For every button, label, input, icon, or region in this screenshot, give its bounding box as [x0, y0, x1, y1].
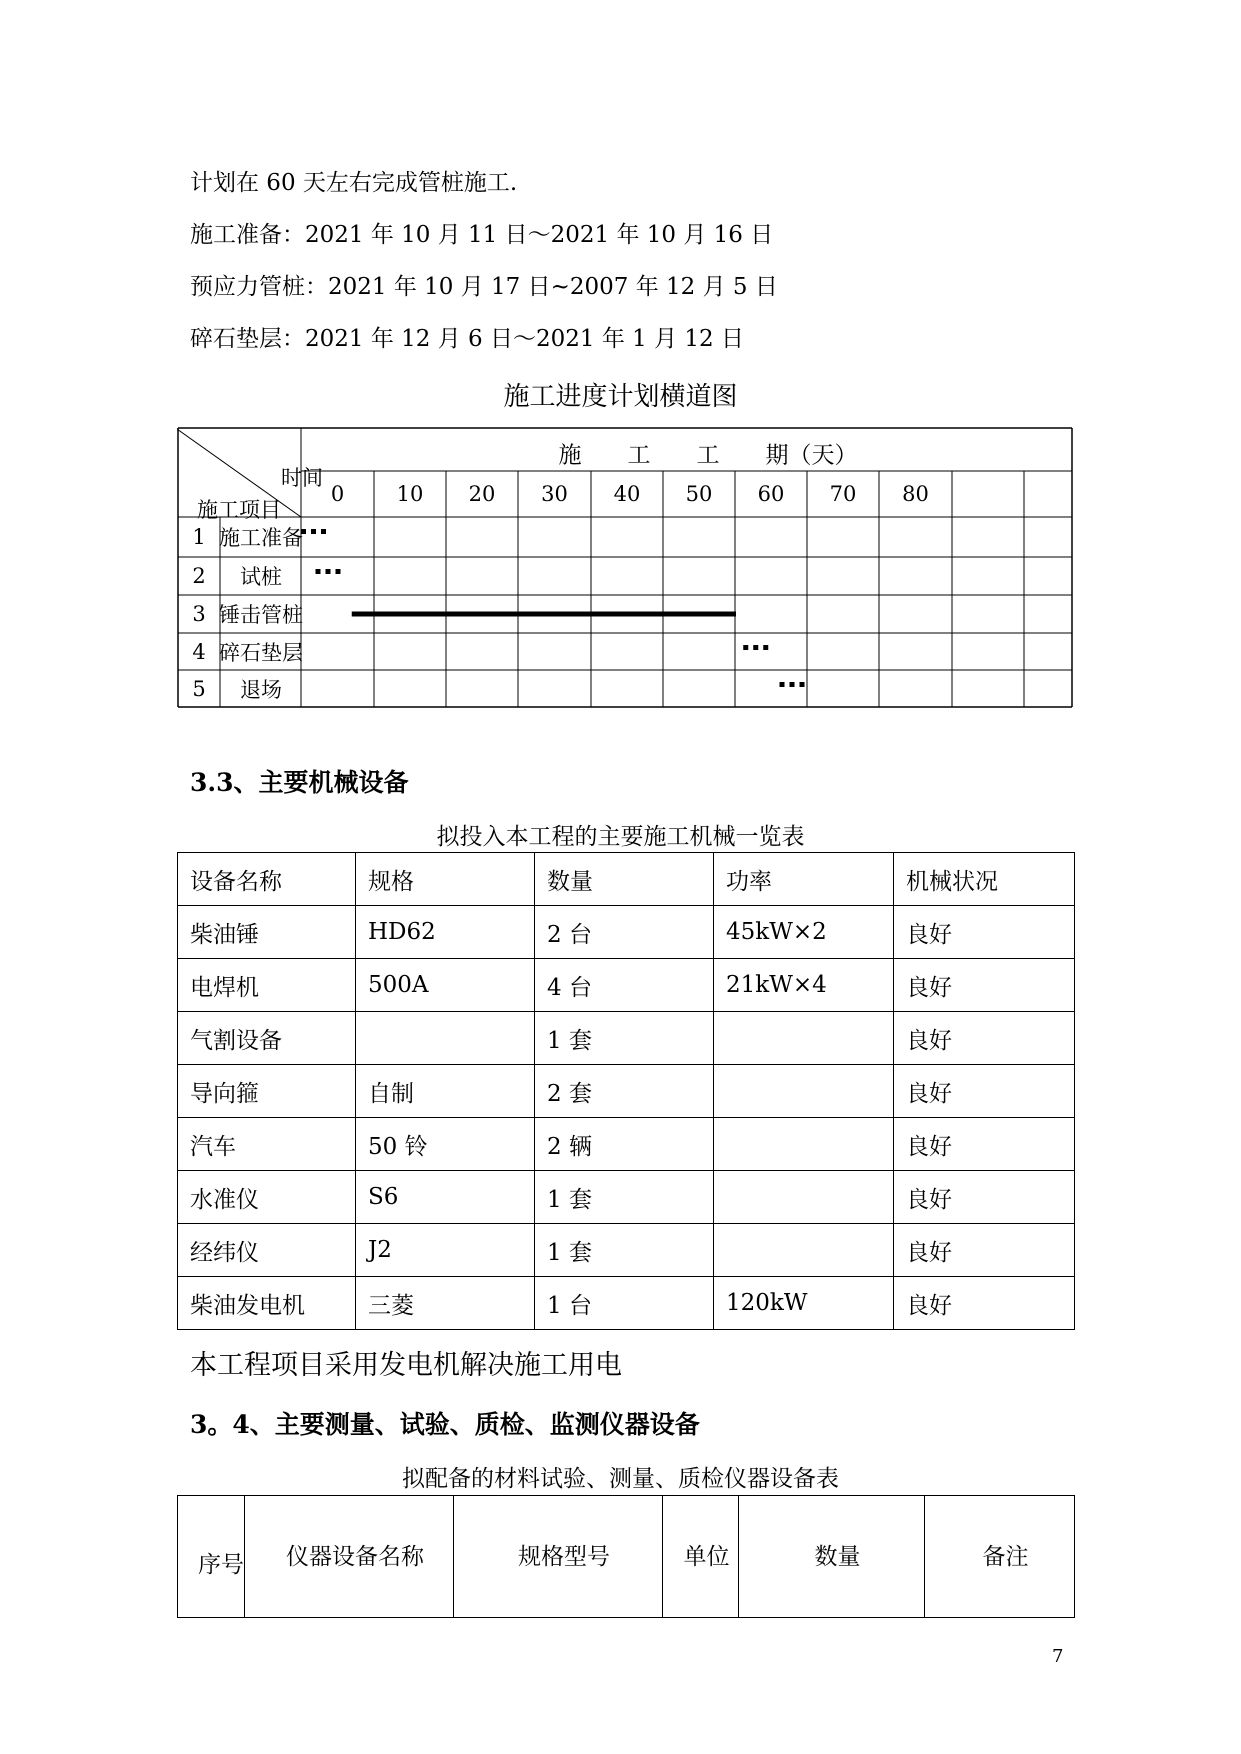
gantt-task-dot	[800, 682, 805, 687]
equip-cell: 良好	[894, 1118, 1075, 1171]
equip-cell: 良好	[894, 1224, 1075, 1277]
equip-cell: 良好	[894, 959, 1075, 1012]
gantt-task-number: 2	[192, 564, 206, 588]
equip-table-row	[178, 959, 1075, 1012]
gantt-task-name: 试桩	[240, 565, 282, 589]
pile-schedule-line: 预应力管桩：2021 年 10 月 17 日~2007 年 12 月 5 日	[190, 274, 778, 300]
gantt-task-bar	[352, 612, 736, 617]
equip-cell: 柴油锤	[178, 906, 356, 959]
equip-cell: 良好	[894, 1012, 1075, 1065]
equip-cell: 汽车	[178, 1118, 356, 1171]
instr-header-name: 仪器设备名称	[286, 1543, 424, 1570]
equip-cell: 1 套	[535, 1224, 714, 1277]
gantt-task-name: 退场	[240, 677, 282, 702]
gantt-day-label: 40	[613, 482, 641, 506]
power-note: 本工程项目采用发电机解决施工用电	[190, 1350, 622, 1381]
equip-cell: 设备名称	[178, 853, 356, 906]
equip-cell: 1 套	[535, 1012, 714, 1065]
gantt-task-dot	[753, 645, 758, 650]
instr-table-caption: 拟配备的材料试验、测量、质检仪器设备表	[402, 1466, 839, 1492]
gantt-task-dot	[743, 645, 748, 650]
equip-cell: 柴油发电机	[178, 1277, 356, 1330]
equip-table-row	[178, 1277, 1075, 1330]
prep-schedule-line: 施工准备：2021 年 10 月 11 日～2021 年 10 月 16 日	[190, 222, 774, 248]
instrument-table	[177, 1495, 1075, 1618]
gantt-task-dot	[311, 529, 316, 534]
equip-table-row	[178, 1224, 1075, 1277]
equip-cell: 良好	[894, 906, 1075, 959]
equip-cell: 良好	[894, 1065, 1075, 1118]
equip-header-row	[178, 853, 1075, 906]
equip-cell: 120kW	[714, 1277, 894, 1330]
gantt-day-label: 30	[541, 482, 568, 506]
equip-cell: 自制	[356, 1065, 535, 1118]
gantt-task-dot	[326, 569, 331, 574]
equip-cell	[714, 1224, 894, 1277]
gantt-task-dot	[790, 682, 795, 687]
equip-table-row	[178, 1065, 1075, 1118]
equip-cell: 2 台	[535, 906, 714, 959]
gantt-task-dot	[321, 529, 326, 534]
gantt-task-name: 施工准备	[219, 526, 303, 550]
gantt-task-number: 3	[192, 602, 206, 626]
gantt-task-name: 锤击管桩	[219, 603, 303, 627]
gantt-task-name: 碎石垫层	[219, 640, 303, 665]
equip-cell: 机械状况	[894, 853, 1075, 906]
gantt-day-label: 20	[468, 482, 496, 506]
equip-cell: 数量	[535, 853, 714, 906]
gantt-day-label: 60	[757, 482, 785, 506]
section-3-4-heading: 3。4、主要测量、试验、质检、监测仪器设备	[190, 1410, 700, 1439]
instr-header-model: 规格型号	[518, 1543, 610, 1570]
gantt-header-time: 时间	[281, 466, 323, 490]
equip-cell: 三菱	[356, 1277, 535, 1330]
gantt-task-dot	[780, 682, 785, 687]
plan-paragraph: 计划在 60 天左右完成管桩施工.	[190, 170, 518, 196]
equip-cell: 电焊机	[178, 959, 356, 1012]
equip-cell: 2 套	[535, 1065, 714, 1118]
gantt-header-item: 施工项目	[197, 498, 281, 522]
gravel-schedule-line: 碎石垫层：2021 年 12 月 6 日～2021 年 1 月 12 日	[190, 326, 744, 352]
gantt-period-label: 施 工 工 期（天）	[558, 442, 858, 469]
equip-cell	[714, 1065, 894, 1118]
gantt-day-label: 50	[685, 482, 713, 506]
equip-table-row	[178, 1012, 1075, 1065]
equip-cell: 45kW×2	[714, 906, 894, 959]
gantt-task-dot	[336, 569, 341, 574]
gantt-chart	[177, 427, 1073, 744]
equip-table-row	[178, 1118, 1075, 1171]
equip-cell: 良好	[894, 1277, 1075, 1330]
gantt-task-number: 4	[192, 639, 206, 664]
equip-cell	[356, 1012, 535, 1065]
instr-header-remark: 备注	[982, 1543, 1029, 1570]
equip-cell: 水准仪	[178, 1171, 356, 1224]
gantt-task-dot	[763, 645, 768, 650]
equip-cell: S6	[356, 1171, 535, 1224]
section-3-3-heading: 3.3、主要机械设备	[190, 768, 409, 797]
instr-header-row	[178, 1496, 1075, 1618]
gantt-day-label: 10	[396, 482, 424, 506]
page-number: 7	[1052, 1646, 1064, 1667]
gantt-title: 施工进度计划横道图	[503, 382, 738, 412]
equip-table-row	[178, 906, 1075, 959]
equip-cell: 2 辆	[535, 1118, 714, 1171]
equip-cell: 500A	[356, 959, 535, 1012]
equip-cell: 良好	[894, 1171, 1075, 1224]
equip-cell: 气割设备	[178, 1012, 356, 1065]
gantt-day-label: 70	[829, 482, 857, 506]
gantt-task-number: 1	[192, 525, 206, 549]
equip-cell: 功率	[714, 853, 894, 906]
equip-cell: 21kW×4	[714, 959, 894, 1012]
equip-cell: 1 台	[535, 1277, 714, 1330]
gantt-day-label: 0	[330, 482, 345, 506]
equipment-table	[177, 852, 1075, 1330]
equip-cell	[714, 1118, 894, 1171]
gantt-day-label: 80	[902, 482, 929, 506]
instr-header-qty: 数量	[814, 1543, 861, 1570]
equip-cell: 导向箍	[178, 1065, 356, 1118]
equip-cell: 50 铃	[356, 1118, 535, 1171]
equip-cell	[714, 1012, 894, 1065]
equip-cell: 规格	[356, 853, 535, 906]
equip-cell: 1 套	[535, 1171, 714, 1224]
equip-cell: 经纬仪	[178, 1224, 356, 1277]
equip-table-row	[178, 1171, 1075, 1224]
equip-cell	[714, 1171, 894, 1224]
gantt-task-number: 5	[192, 676, 206, 701]
equip-table-caption: 拟投入本工程的主要施工机械一览表	[436, 824, 805, 850]
equip-cell: HD62	[356, 906, 535, 959]
equip-cell: 4 台	[535, 959, 714, 1012]
instr-header-no: 序号	[198, 1551, 244, 1578]
equip-cell: J2	[356, 1224, 535, 1277]
gantt-task-dot	[316, 569, 321, 574]
instr-header-unit: 单位	[683, 1543, 730, 1570]
